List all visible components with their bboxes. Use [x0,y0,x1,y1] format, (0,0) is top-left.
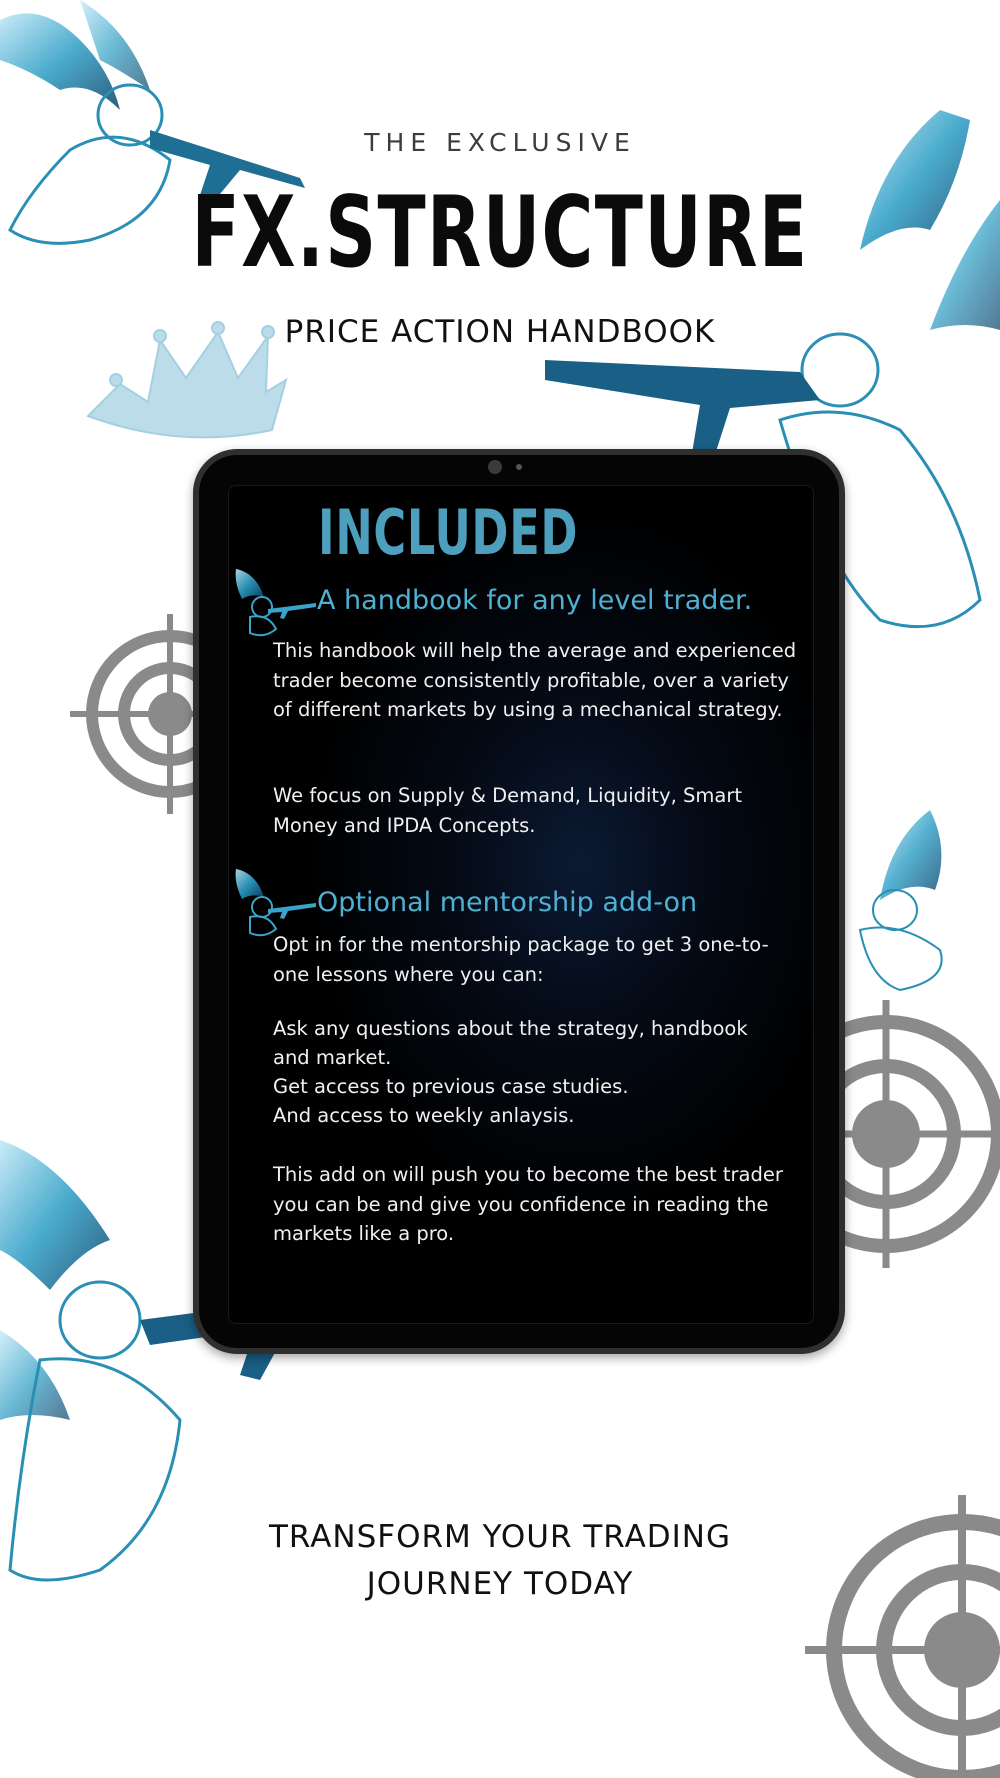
page-subtitle: PRICE ACTION HANDBOOK [284,314,716,350]
section2-title: Optional mentorship add-on [317,887,698,918]
kicker-text: THE EXCLUSIVE [364,128,636,157]
section2-item1: Ask any questions about the strategy, handbook [273,1017,748,1040]
section2-item1-cont: and market. [273,1046,392,1069]
section2-closing: This add on will push you to become the best trader you can be and give you confidence in reading the markets like a pro. [273,1163,783,1245]
section1-para1: This handbook will help the average and experienced trader become consistently profitable, over a variety of different markets by using a mechanical strategy. [273,639,797,721]
camera-icon [488,460,502,474]
cherub-icon [860,810,942,990]
section1-para2: We focus on Supply & Demand, Liquidity, Smart Money and IPDA Concepts. [273,784,742,837]
included-heading: INCLUDED [318,496,579,569]
footer-line1: TRANSFORM YOUR TRADING [268,1519,732,1555]
footer-cta [0,1514,1000,1608]
footer-line2: JOURNEY TODAY [366,1566,634,1602]
sensor-icon [516,464,522,470]
section2-intro: Opt in for the mentorship package to get 3 one-to-one lessons where you can: [273,933,769,986]
section2-item2: Get access to previous case studies. [273,1075,629,1098]
page-title: FX.STRUCTURE [191,176,809,290]
section2-item3: And access to weekly anlaysis. [273,1104,575,1127]
section1-title: A handbook for any level trader. [317,585,753,616]
cherub-icon [228,563,318,643]
